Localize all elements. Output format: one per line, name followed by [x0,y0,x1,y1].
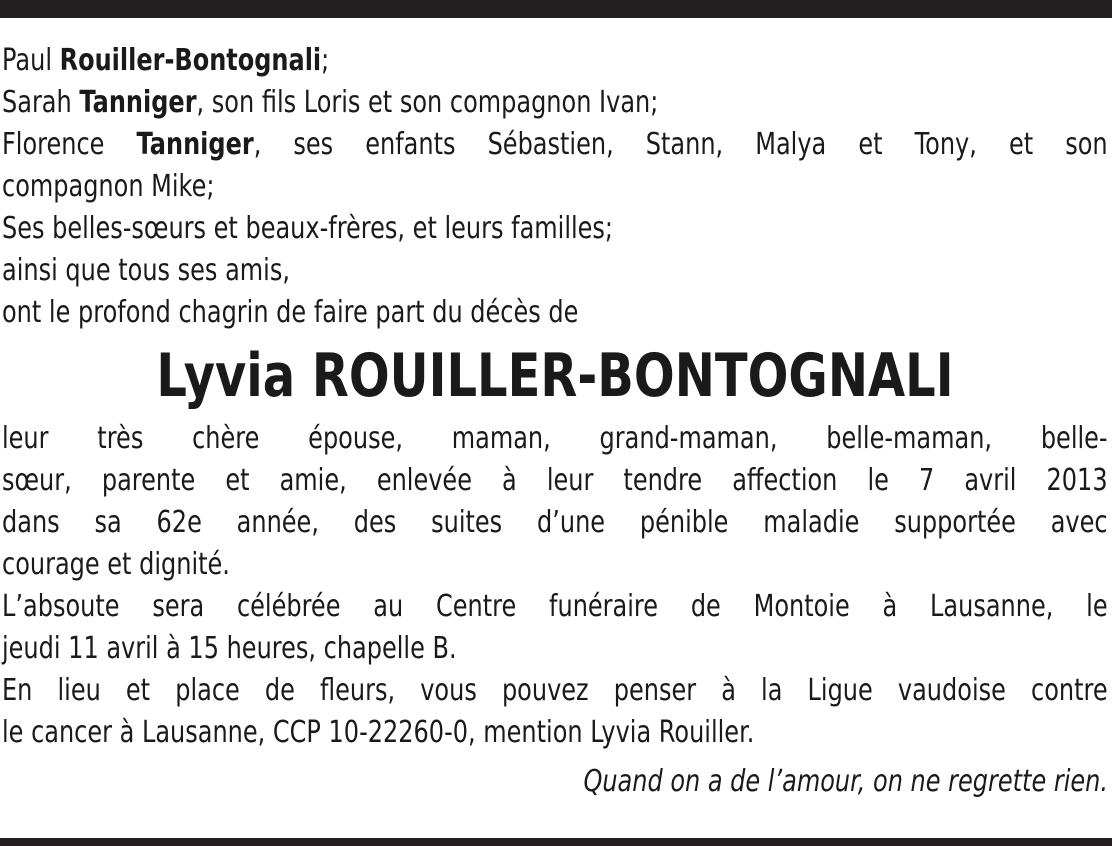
family-name: Rouiller-Bontognali [59,43,322,78]
family-line-in-laws: Ses belles-sœurs et beaux-frères, et leurs familles; [2,211,614,246]
obituary-notice [2,40,1108,803]
first-name: Paul [2,43,60,78]
first-name: Florence [2,127,137,162]
body-line-8: le cancer à Lausanne, CCP 10-22260-0, mention Lyvia Rouiller. [2,715,755,750]
line-rest: , son fils Loris et son compagnon Ivan; [196,85,659,120]
family-line-florence [2,124,1108,166]
body-line-1: leur très chère épouse, maman, grand-maman, belle-maman, belle- [2,421,1108,456]
body-line-2: sœur, parente et amie, enlevée à leur tendre affection le 7 avril 2013 [2,463,1108,498]
family-line-florence-cont: compagnon Mike; [2,169,215,204]
line-rest: ; [321,43,330,78]
family-line-friends: ainsi que tous ses amis, [2,253,290,288]
body-line-6: jeudi 11 avril à 15 heures, chapelle B. [2,631,457,666]
family-name: Tanniger [79,85,197,120]
bottom-border-rule [0,838,1112,846]
family-name: Tanniger [136,127,254,162]
top-border-rule [0,0,1112,18]
family-line-sarah [2,82,1108,124]
family-line-paul [2,40,1108,82]
body-line-7: En lieu et place de fleurs, vous pouvez penser à la Ligue vaudoise contre [2,673,1108,708]
first-name: Sarah [2,85,80,120]
line-rest: , ses enfants Sébastien, Stann, Malya et Tony, et son [253,127,1108,162]
body-line-5: L’absoute sera célébrée au Centre funéraire de Montoie à Lausanne, le [2,589,1108,624]
body-line-4: courage et dignité. [2,547,230,582]
closing-quote: Quand on a de l’amour, on ne regrette rien. [583,764,1108,799]
deceased-name-heading: Lyvia ROUILLER-BONTOGNALI [156,341,954,411]
announcement-line: ont le profond chagrin de faire part du décès de [2,295,579,330]
body-line-3: dans sa 62e année, des suites d’une pénible maladie supportée avec [2,505,1108,540]
